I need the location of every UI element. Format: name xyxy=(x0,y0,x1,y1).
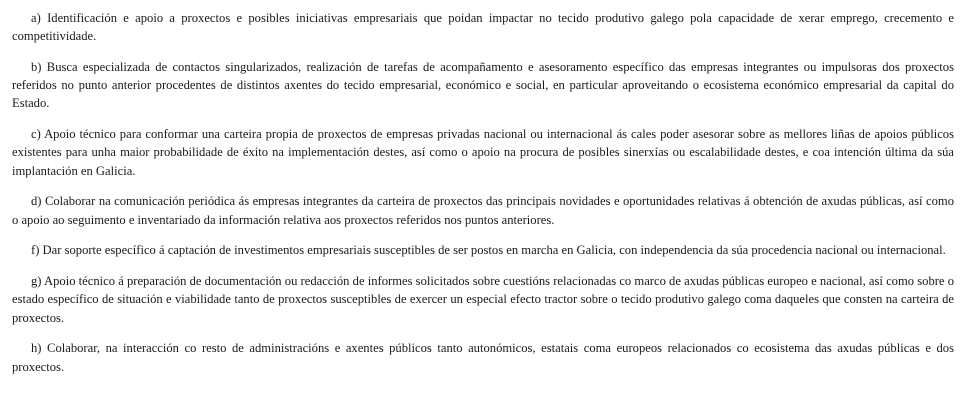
item-c xyxy=(12,125,954,180)
item-b xyxy=(12,58,954,113)
item-h xyxy=(12,339,954,375)
item-label: b) xyxy=(31,60,42,74)
item-text: Identificación e apoio a proxectos e posibles iniciativas empresariais que poidan impactar no tecido produtivo galego pola capacidade de xerar emprego, crecemento e competitividade. xyxy=(12,11,954,44)
item-label: h) xyxy=(31,341,42,356)
item-g xyxy=(12,272,954,327)
item-a xyxy=(12,9,954,45)
item-text: Dar soporte específico á captación de investimentos empresariais susceptibles de ser postos en marcha en Galicia, con independencia da súa procedencia nacional ou internacional. xyxy=(42,243,946,258)
item-label: d) xyxy=(31,194,42,209)
item-f xyxy=(12,241,954,259)
item-text: Apoio técnico á preparación de documentación ou redacción de informes solicitados sobre cuestións relacionadas co marco de axudas públicas europeo e nacional, así como sobre o estado específico de situación e viabilidade tanto de proxectos susceptibles de exercer un especial efecto tractor sobre o tecido produtivo galego coma daqueles que consten na carteira de proxectos. xyxy=(12,274,954,325)
document-body xyxy=(12,9,954,388)
item-text: Colaborar na comunicación periódica ás empresas integrantes da carteira de proxectos das principais novidades e oportunidades relativas á obtención de axudas públicas, así como o apoio ao seguimento e inventariado da información relativa aos proxectos referidos nos puntos anteriores. xyxy=(12,194,955,227)
item-text: Apoio técnico para conformar una carteira propia de proxectos de empresas privadas nacional ou internacional ás cales poder asesorar sobre as mellores liñas de apoios públicos existentes para unha maior probabilidade de éxito na implementación destes, así como o apoio na procura de posibles sinerxías ou escalabilidade destes, e coa intención última da súa implantación en Galicia. xyxy=(12,127,954,178)
item-text: Busca especializada de contactos singularizados, realización de tarefas de acompañamento e asesoramento específico das empresas integrantes ou impulsoras dos proxectos referidos no punto anterior procedentes de distintos axentes do tecido empresarial, económico e social, en particular aproveitando o ecosistema económico empresarial da capital do Estado. xyxy=(12,60,954,111)
item-label: a) xyxy=(31,11,41,25)
item-label: f) xyxy=(31,243,40,258)
item-label: g) xyxy=(31,274,42,289)
item-label: c) xyxy=(31,127,41,142)
item-d xyxy=(12,192,954,228)
item-text: Colaborar, na interacción co resto de administracións e axentes públicos tanto autonómicos, estatais coma europeos relacionados co ecosistema das axudas públicas e dos proxectos. xyxy=(12,341,954,374)
